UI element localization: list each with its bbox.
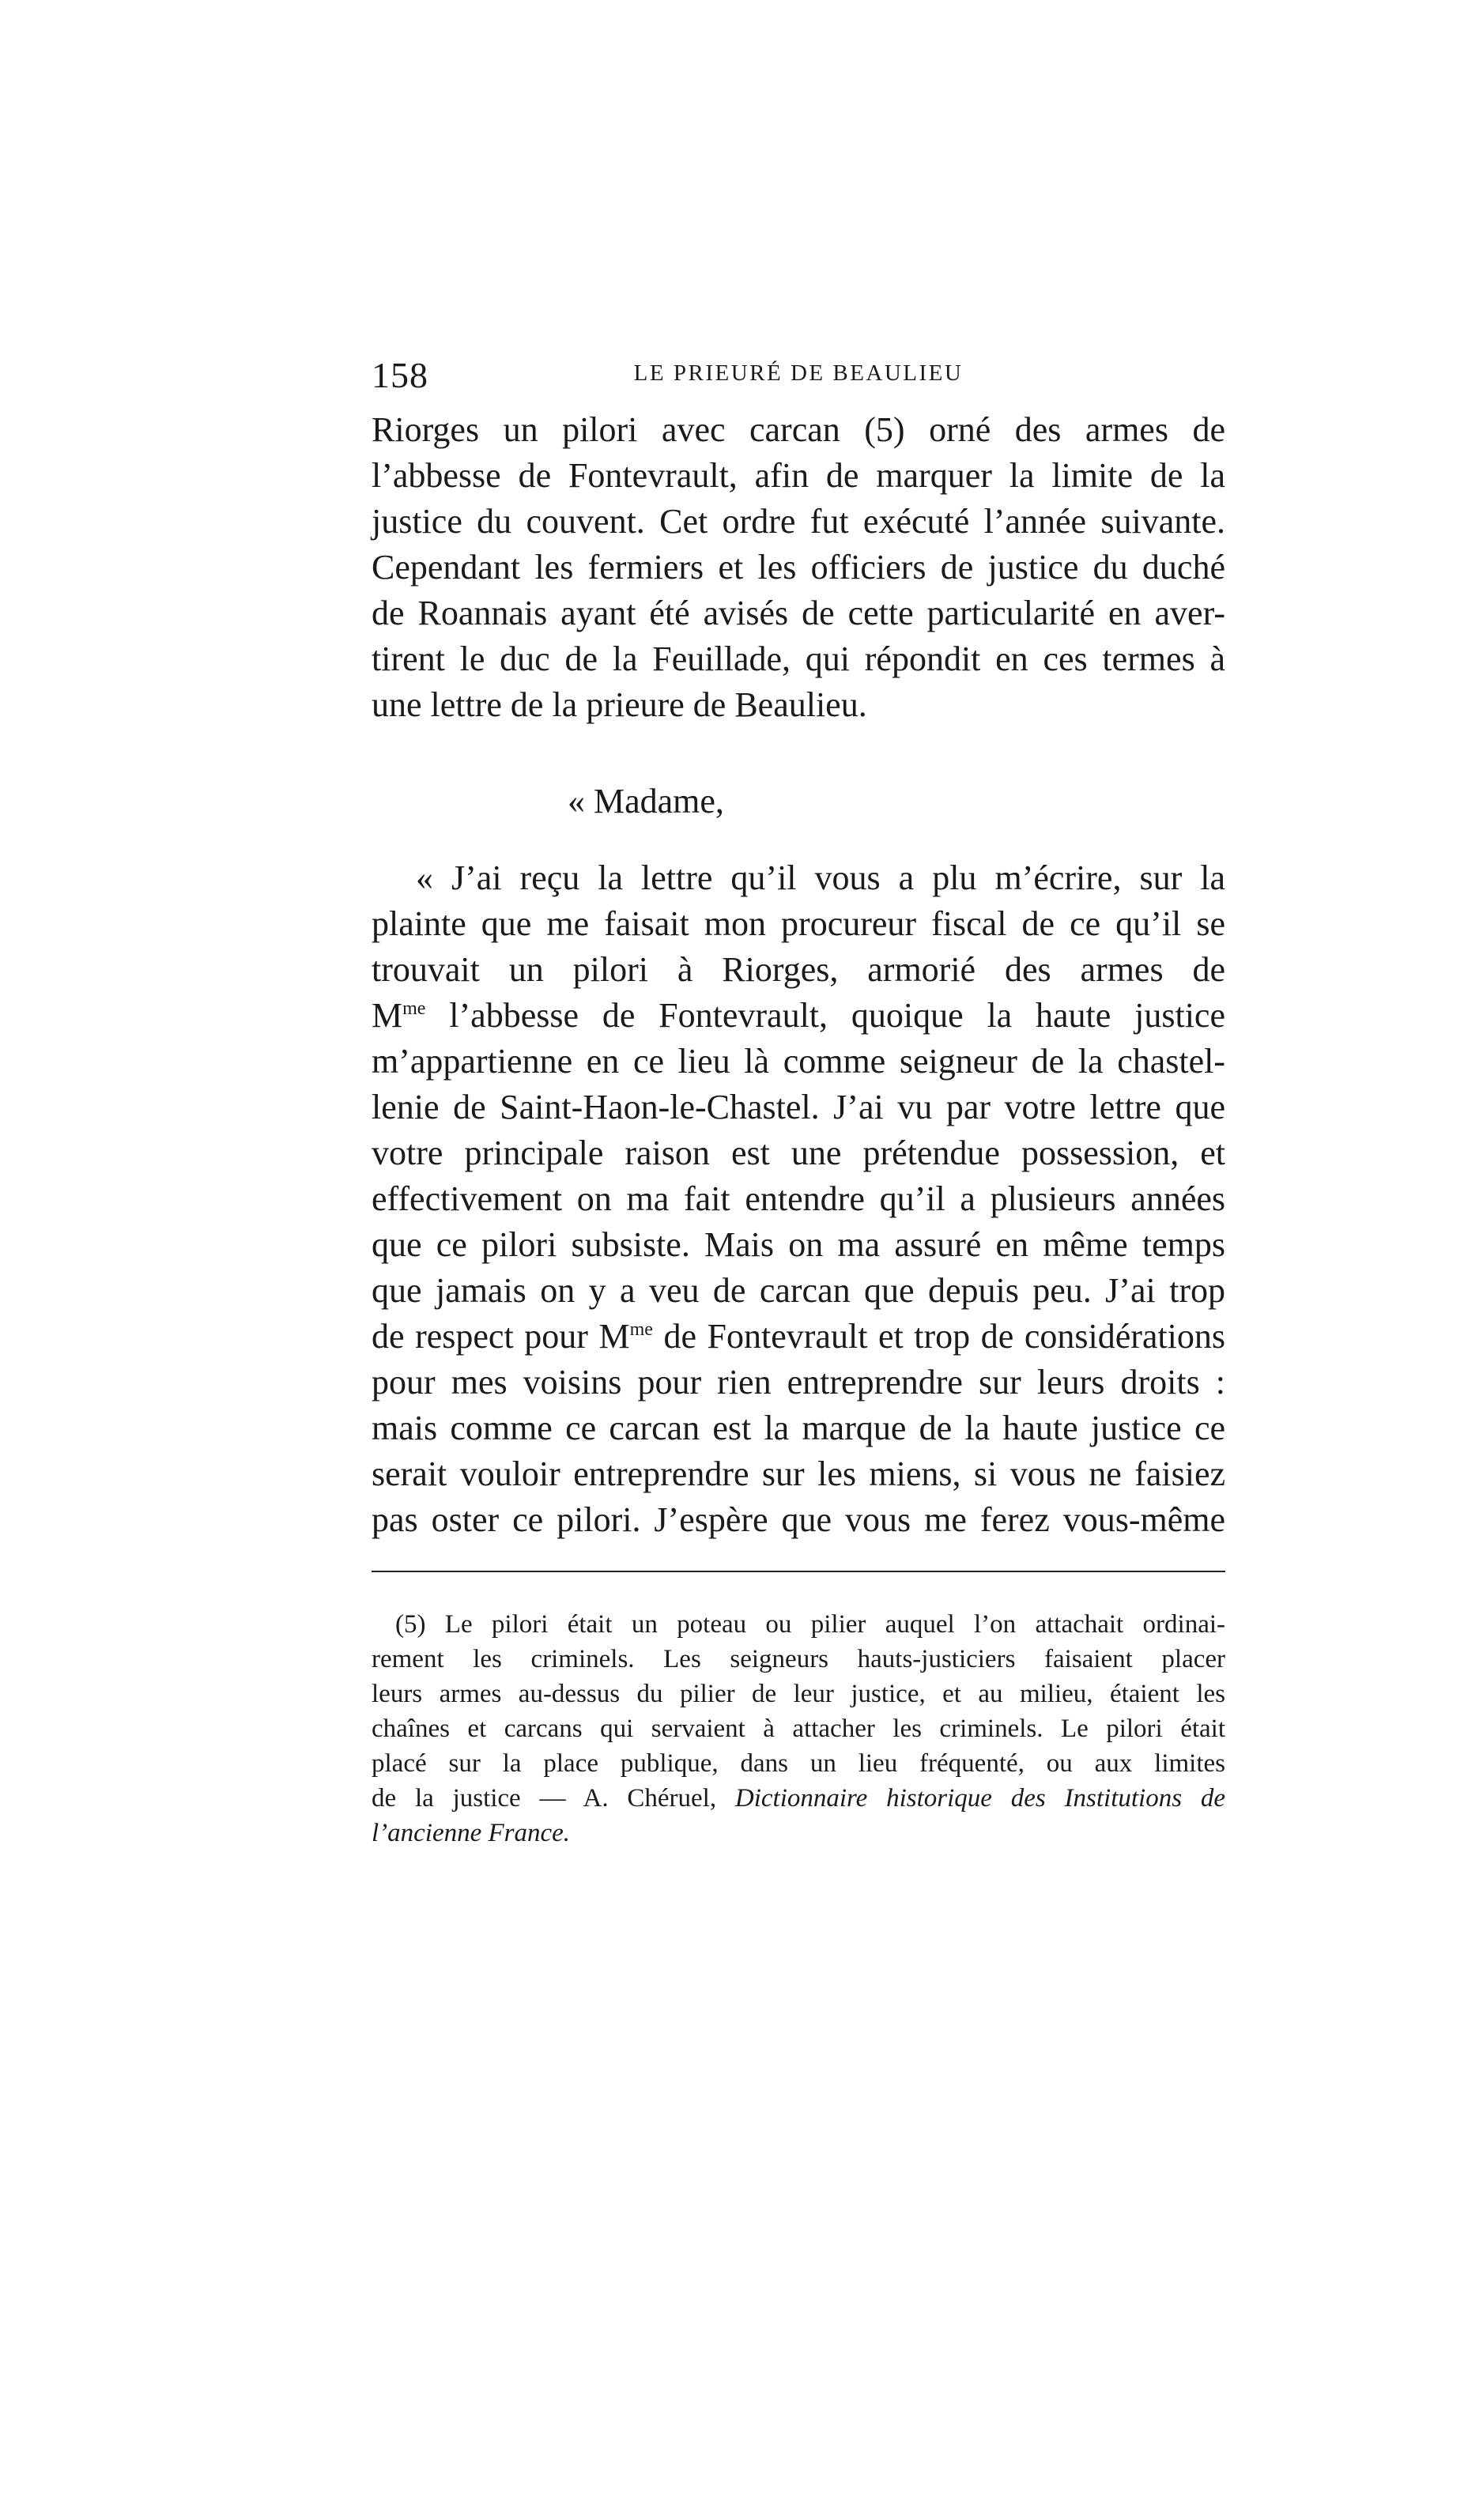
letter-line: trouvait un pilori à Riorges, armorié des armes de bbox=[372, 950, 1225, 989]
running-title: LE PRIEURÉ DE BEAULIEU bbox=[633, 360, 964, 386]
letter-line: plainte que me faisait mon procureur fiscal de ce qu’il se bbox=[372, 904, 1225, 943]
letter-line: lenie de Saint-Haon-le-Chastel. J’ai vu par votre lettre que bbox=[372, 1088, 1225, 1126]
footnote-line: chaînes et carcans qui servaient à attacher les criminels. Le pilori était bbox=[372, 1715, 1225, 1743]
title-abbrev-superscript: me bbox=[629, 1319, 653, 1340]
letter-line: pas oster ce pilori. J’espère que vous me ferez vous-même bbox=[372, 1500, 1225, 1539]
letter-line: pour mes voisins pour rien entreprendre sur leurs droits : bbox=[372, 1363, 1225, 1401]
footnote-divider bbox=[372, 1571, 1225, 1572]
letter-line: « J’ai reçu la lettre qu’il vous a plu m’écrire, sur la bbox=[416, 858, 1225, 897]
footnote-line: rement les criminels. Les seigneurs hauts-justiciers faisaient placer bbox=[372, 1645, 1225, 1673]
letter-line-text: l’abbesse de Fontevrault, quoique la haute justice bbox=[425, 996, 1225, 1035]
letter-body bbox=[372, 855, 1225, 1543]
title-abbrev: M bbox=[372, 996, 403, 1035]
letter-line: m’appartienne en ce lieu là comme seigneur de la chastel- bbox=[372, 1042, 1225, 1081]
text-line: Riorges un pilori avec carcan (5) orné des armes de bbox=[372, 410, 1225, 449]
page-number: 158 bbox=[372, 355, 428, 395]
text-line: Cependant les fermiers et les officiers de justice du duché bbox=[372, 548, 1225, 587]
footnote-line-text: de la justice — A. Chéruel, bbox=[372, 1784, 735, 1813]
letter-line: mais comme ce carcan est la marque de la haute justice ce bbox=[372, 1409, 1225, 1447]
footnote-line: placé sur la place publique, dans un lieu fréquenté, ou aux limites bbox=[372, 1749, 1225, 1778]
footnote-line bbox=[372, 1781, 1225, 1816]
letter-line: que jamais on y a veu de carcan que depuis peu. J’ai trop bbox=[372, 1271, 1225, 1310]
letter-line-text: de respect pour M bbox=[372, 1317, 630, 1356]
letter-line bbox=[372, 993, 1225, 1039]
letter-line: votre principale raison est une prétendue possession, et bbox=[372, 1134, 1225, 1172]
footnote bbox=[372, 1607, 1225, 1850]
text-line: de Roannais ayant été avisés de cette particularité en aver- bbox=[372, 594, 1225, 632]
footnote-line: leurs armes au-dessus du pilier de leur justice, et au milieu, étaient les bbox=[372, 1680, 1225, 1708]
letter-line: effectivement on ma fait entendre qu’il a plusieurs années bbox=[372, 1179, 1225, 1218]
letter-line-text: de Fontevrault et trop de considérations bbox=[652, 1317, 1225, 1356]
letter-line bbox=[372, 1314, 1225, 1360]
letter-line: serait vouloir entreprendre sur les miens, si vous ne faisiez bbox=[372, 1454, 1225, 1493]
running-head bbox=[372, 354, 1225, 402]
text-line: justice du couvent. Cet ordre fut exécuté l’année suivante. bbox=[372, 502, 1225, 541]
text-line: tirent le duc de la Feuillade, qui répondit en ces termes à bbox=[372, 639, 1225, 678]
text-line: l’abbesse de Fontevrault, afin de marquer la limite de la bbox=[372, 456, 1225, 495]
letter-salutation: « Madame, bbox=[568, 782, 724, 821]
footnote-line: (5) Le pilori était un poteau ou pilier auquel l’on attachait ordinai- bbox=[395, 1610, 1225, 1639]
footnote-citation-title: Dictionnaire historique des Institutions de bbox=[734, 1784, 1226, 1813]
letter-line: que ce pilori subsiste. Mais on ma assuré en même temps bbox=[372, 1225, 1225, 1264]
body-paragraph bbox=[372, 407, 1225, 728]
footnote-line bbox=[372, 1816, 1225, 1850]
footnote-citation-title: l’ancienne France. bbox=[372, 1819, 571, 1847]
title-abbrev-superscript: me bbox=[402, 998, 426, 1019]
text-line: une lettre de la prieure de Beaulieu. bbox=[372, 685, 867, 724]
